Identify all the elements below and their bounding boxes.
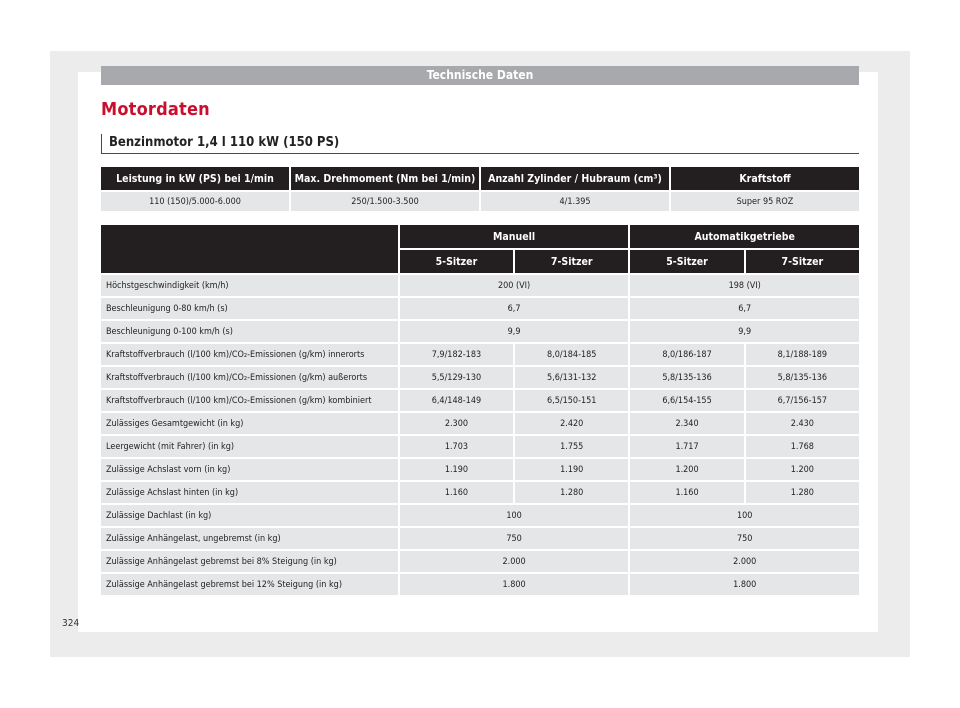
value-cell: 1.190: [400, 459, 513, 480]
value-cell: 1.717: [630, 436, 743, 457]
value-cell: 1.200: [630, 459, 743, 480]
engine-table-header: [101, 167, 859, 190]
row-label: Beschleunigung 0-100 km/h (s): [101, 321, 398, 342]
table-row: [101, 459, 859, 480]
row-label: Höchstgeschwindigkeit (km/h): [101, 275, 398, 296]
value-cell: 1.200: [746, 459, 859, 480]
value-cell: 1.160: [630, 482, 743, 503]
value-cell: 6,4/148-149: [400, 390, 513, 411]
page-number: 324: [62, 618, 80, 629]
table-row: [101, 390, 859, 411]
spec-sub-header: 7-Sitzer: [515, 250, 628, 273]
value-cell-merged: 6,7: [400, 298, 629, 319]
value-cell: 1.280: [746, 482, 859, 503]
value-cell: 1.160: [400, 482, 513, 503]
row-label: Kraftstoffverbrauch (l/100 km)/CO₂-Emissionen (g/km) innerorts: [101, 344, 398, 365]
row-label: Zulässige Anhängelast gebremst bei 12% Steigung (in kg): [101, 574, 398, 595]
engine-header-cell: Kraftstoff: [671, 167, 859, 190]
engine-cell: 250/1.500-3.500: [291, 192, 479, 211]
table-row: [101, 321, 859, 342]
row-label: Leergewicht (mit Fahrer) (in kg): [101, 436, 398, 457]
spec-group-header: Automatikgetriebe: [630, 225, 859, 248]
value-cell: 5,5/129-130: [400, 367, 513, 388]
value-cell: 7,9/182-183: [400, 344, 513, 365]
table-row: [101, 528, 859, 549]
table-row: [101, 413, 859, 434]
engine-header-cell: Leistung in kW (PS) bei 1/min: [101, 167, 289, 190]
table-row: [101, 551, 859, 572]
engine-table: [99, 165, 861, 213]
table-row: [101, 344, 859, 365]
value-cell-merged: 9,9: [400, 321, 629, 342]
spec-header-blank: [101, 225, 398, 273]
spec-sub-header: 7-Sitzer: [746, 250, 859, 273]
value-cell: 8,1/188-189: [746, 344, 859, 365]
spec-table: [99, 223, 861, 597]
value-cell: 2.420: [515, 413, 628, 434]
spec-sub-header: 5-Sitzer: [400, 250, 513, 273]
value-cell-merged: 750: [400, 528, 629, 549]
value-cell: 2.340: [630, 413, 743, 434]
value-cell: 2.300: [400, 413, 513, 434]
row-label: Zulässige Anhängelast gebremst bei 8% Steigung (in kg): [101, 551, 398, 572]
subtitle-rule: [101, 153, 859, 154]
page-subtitle: Benzinmotor 1,4 l 110 kW (150 PS): [101, 134, 339, 154]
value-cell-merged: 1.800: [630, 574, 859, 595]
row-label: Zulässige Anhängelast, ungebremst (in kg): [101, 528, 398, 549]
spec-group-header-row: [101, 225, 859, 248]
value-cell-merged: 1.800: [400, 574, 629, 595]
value-cell: 1.190: [515, 459, 628, 480]
value-cell-merged: 100: [630, 505, 859, 526]
value-cell-merged: 9,9: [630, 321, 859, 342]
value-cell: 8,0/186-187: [630, 344, 743, 365]
value-cell: 5,8/135-136: [630, 367, 743, 388]
engine-cell: 4/1.395: [481, 192, 669, 211]
value-cell: 8,0/184-185: [515, 344, 628, 365]
value-cell: 5,8/135-136: [746, 367, 859, 388]
row-label: Zulässige Dachlast (in kg): [101, 505, 398, 526]
value-cell-merged: 750: [630, 528, 859, 549]
table-row: [101, 367, 859, 388]
page-title: Motordaten: [101, 99, 210, 120]
table-row: [101, 298, 859, 319]
spec-sub-header: 5-Sitzer: [630, 250, 743, 273]
spec-table-body: [101, 275, 859, 595]
value-cell: 6,7/156-157: [746, 390, 859, 411]
spec-group-header: Manuell: [400, 225, 629, 248]
table-row: [101, 574, 859, 595]
value-cell: 1.280: [515, 482, 628, 503]
row-label: Zulässige Achslast hinten (in kg): [101, 482, 398, 503]
engine-header-cell: Max. Drehmoment (Nm bei 1/min): [291, 167, 479, 190]
value-cell: 1.768: [746, 436, 859, 457]
table-row: [101, 505, 859, 526]
value-cell-merged: 2.000: [400, 551, 629, 572]
engine-cell: 110 (150)/5.000-6.000: [101, 192, 289, 211]
row-label: Kraftstoffverbrauch (l/100 km)/CO₂-Emissionen (g/km) kombiniert: [101, 390, 398, 411]
value-cell-merged: 198 (VI): [630, 275, 859, 296]
row-label: Zulässige Achslast vorn (in kg): [101, 459, 398, 480]
value-cell: 5,6/131-132: [515, 367, 628, 388]
value-cell-merged: 6,7: [630, 298, 859, 319]
table-row: [101, 436, 859, 457]
engine-table-row: [101, 192, 859, 211]
value-cell-merged: 2.000: [630, 551, 859, 572]
value-cell: 1.755: [515, 436, 628, 457]
engine-cell: Super 95 ROZ: [671, 192, 859, 211]
table-row: [101, 275, 859, 296]
row-label: Beschleunigung 0-80 km/h (s): [101, 298, 398, 319]
value-cell: 1.703: [400, 436, 513, 457]
value-cell-merged: 200 (VI): [400, 275, 629, 296]
value-cell: 6,6/154-155: [630, 390, 743, 411]
table-row: [101, 482, 859, 503]
section-banner: Technische Daten: [101, 66, 859, 85]
row-label: Kraftstoffverbrauch (l/100 km)/CO₂-Emissionen (g/km) außerorts: [101, 367, 398, 388]
value-cell: 6,5/150-151: [515, 390, 628, 411]
value-cell-merged: 100: [400, 505, 629, 526]
row-label: Zulässiges Gesamtgewicht (in kg): [101, 413, 398, 434]
engine-header-cell: Anzahl Zylinder / Hubraum (cm³): [481, 167, 669, 190]
value-cell: 2.430: [746, 413, 859, 434]
